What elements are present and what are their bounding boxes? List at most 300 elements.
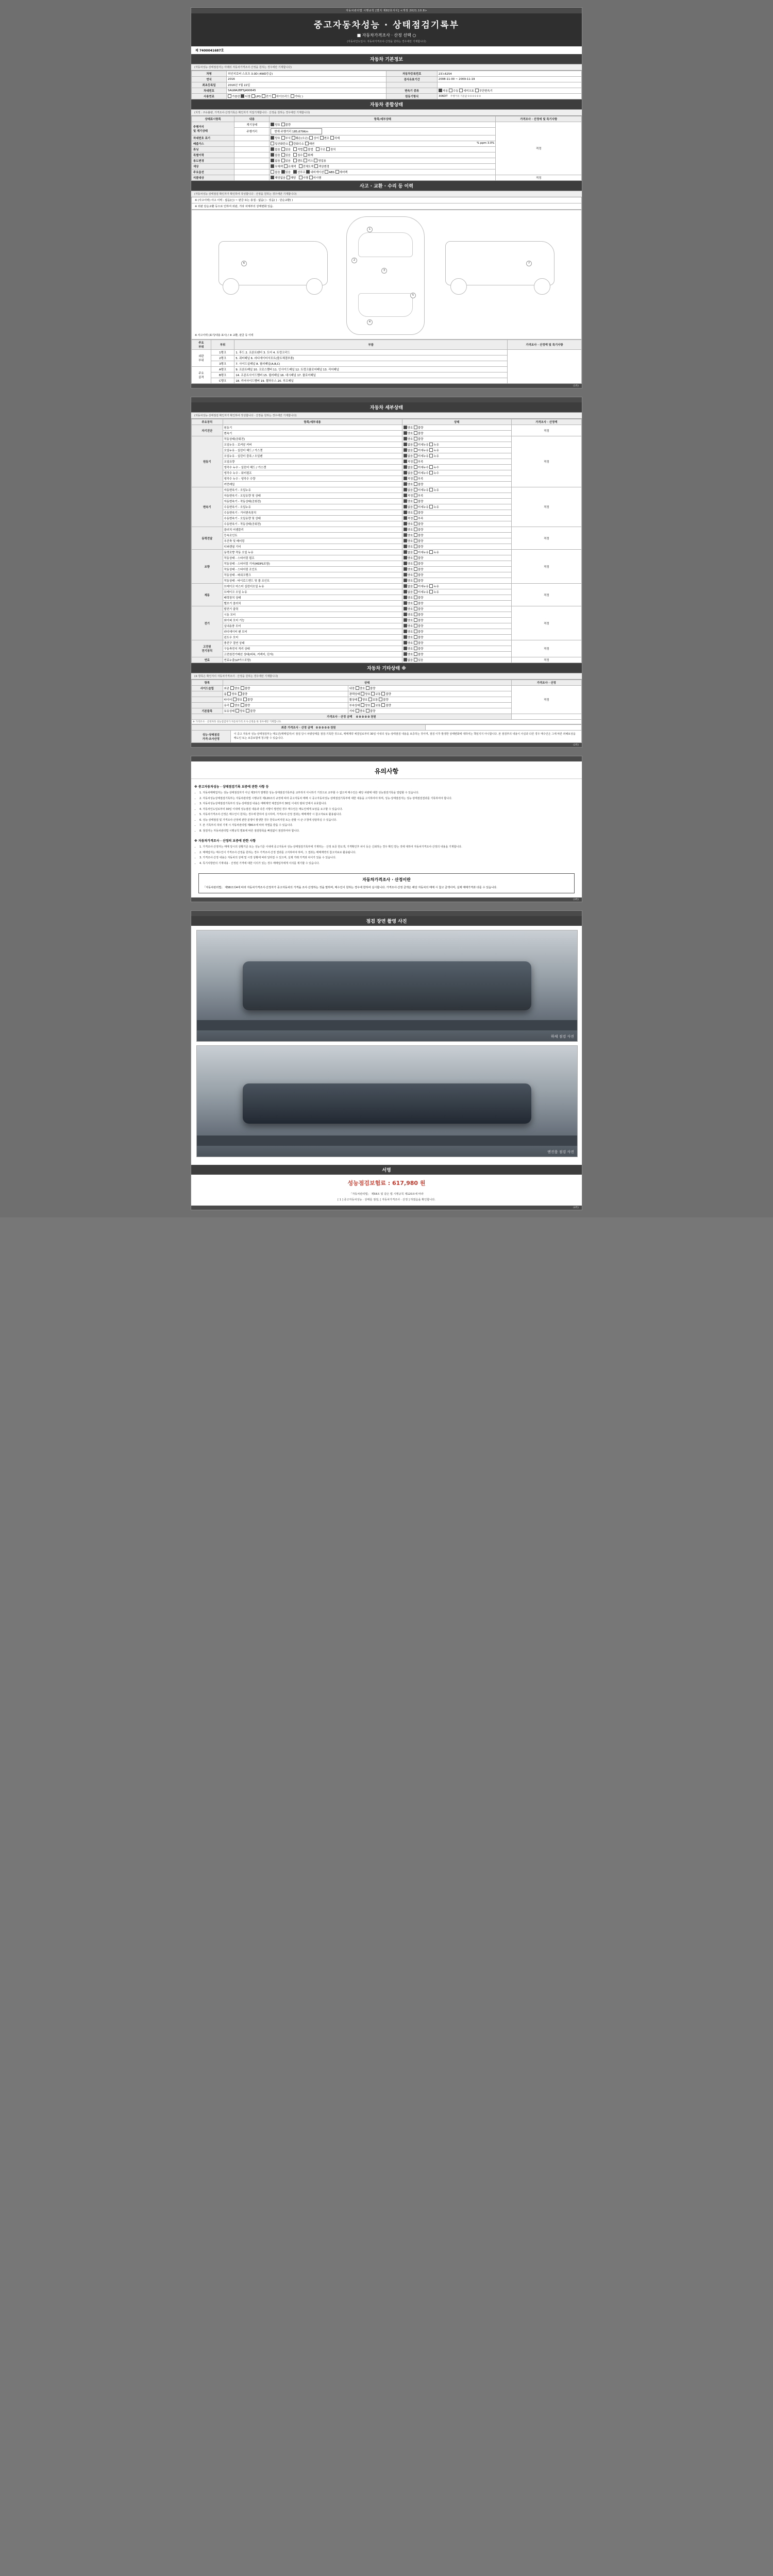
detail-option-label: 미세누유 [417,506,430,509]
overall-note-text: (지적 : 주유불량, 가격조사·산정기록은 확인자가 직접기재합니다 · 산정을 원하는 경우에만 기재합니다) [194,111,310,114]
sign-label-price-text: 가격·조사산정 [202,737,220,741]
detail-checkbox-부족[interactable] [414,460,417,463]
detail-checkbox-미세누유[interactable] [414,584,417,588]
label-car-name: 차명 [192,71,227,77]
detail-checkbox-양호[interactable] [404,511,407,514]
detail-checkbox-불량[interactable] [414,641,417,645]
options-yes-checkbox[interactable] [281,170,285,174]
label-plate-no: 자동차등록번호 [386,71,437,77]
other-options-cell [348,691,511,697]
detail-checkbox-적정[interactable] [404,477,407,480]
other-checkbox-양호[interactable] [236,709,239,713]
emission-hc-checkbox[interactable] [289,142,293,145]
sheet-4-top [191,911,582,916]
notice-body [191,779,582,869]
detail-price-cell: 적정 [511,640,581,657]
price-definition-box [198,873,575,893]
detail-option-label: 미세누유 [417,585,430,588]
other-checkbox-불량[interactable] [379,698,382,701]
other-option-label: 불량 [369,710,376,713]
detail-item-options [402,606,511,612]
other-checkbox-보통[interactable] [368,698,372,701]
detail-option-label: 불량 [417,580,424,583]
other-checkbox-양호[interactable] [230,703,234,707]
parts-rank-5: C랭크 [211,378,234,384]
detail-checkbox-적정[interactable] [404,460,407,463]
detail-checkbox-양호[interactable] [404,607,407,611]
detail-checkbox-미세누유[interactable] [414,454,417,457]
other-item-label: 광택상태 [349,693,361,696]
detail-checkbox-미세누유[interactable] [414,590,417,594]
detail-item-label: 디퍼렌셜 기어 [223,544,402,550]
detail-col-0: 주요장치 [192,419,223,425]
detail-checkbox-없음[interactable] [404,658,407,662]
usage-rent-checkbox[interactable] [293,159,297,162]
detail-checkbox-양호[interactable] [404,647,407,650]
other-total-note: ※ 가격조사 · 산정자라 성능점검자가 자동차가격 조사·산정을 한 경우에만 기재합니다. [192,720,582,724]
sign-note-2: [ 1 ] 중고자동차성능 · 상태를 점검, [ 자동차가격조사 · 산정 ] 하였음을 확인합니다. [338,1198,435,1202]
other-checkbox-불량[interactable] [381,692,385,696]
other-checkbox-불량[interactable] [243,698,247,701]
photo-engine-lift [197,1136,577,1145]
detail-option-label: 없음 [407,551,414,554]
section-detail-note [191,412,582,419]
detail-option-label: 불량 [417,540,424,543]
detail-checkbox-양호[interactable] [404,601,407,605]
diagram-tag-2: 2 [351,258,357,263]
other-option-label: 불량 [385,704,391,707]
photo-underbody-caption: 하체 점검 사진 [550,1035,574,1039]
detail-checkbox-양호[interactable] [404,613,407,616]
other-total-digits: 0 0 0 0 0 천원 [356,716,376,719]
detail-checkbox-누수[interactable] [429,465,433,469]
detail-checkbox-누유[interactable] [429,454,433,457]
detail-price-cell: 적정 [511,425,581,436]
detail-checkbox-적정[interactable] [404,516,407,520]
detail-option-label: 부족 [417,461,424,464]
detail-checkbox-불량[interactable] [414,567,417,571]
recall-yes-checkbox[interactable] [287,176,290,179]
emission-smoke-checkbox[interactable] [305,142,309,145]
detail-checkbox-양호[interactable] [404,426,407,429]
detail-checkbox-불량[interactable] [414,482,417,486]
color-changed-checkbox[interactable] [314,164,318,168]
color-achromatic-checkbox[interactable] [271,164,274,168]
other-price-cell: 적정 [511,686,581,714]
detail-checkbox-양호[interactable] [404,499,407,503]
transmission-cvt-checkbox[interactable] [475,89,479,92]
recall-done-checkbox[interactable] [299,176,303,179]
tuning-illegal-checkbox[interactable] [304,147,307,151]
other-checkbox-양호[interactable] [358,698,362,701]
history-flood-checkbox[interactable] [293,153,297,157]
value-fuel [227,94,386,99]
detail-checkbox-불량[interactable] [414,528,417,531]
fuel-gasoline-checkbox[interactable] [228,94,231,98]
detail-checkbox-불량[interactable] [414,635,417,639]
detail-checkbox-양호[interactable] [404,539,407,543]
fuel-other-checkbox[interactable] [291,94,294,98]
detail-option-label: 양호 [407,574,414,577]
detail-item-options [402,550,511,555]
detail-checkbox-누유[interactable] [429,550,433,554]
option-navigation-checkbox[interactable] [306,170,310,174]
detail-price-cell: 적정 [511,527,581,550]
detail-item-options [402,459,511,465]
detail-checkbox-미세누유[interactable] [414,443,417,446]
other-option-label: 불량 [247,699,253,702]
detail-checkbox-불량[interactable] [414,607,417,611]
detail-option-label: 양호 [407,512,414,515]
other-checkbox-양호[interactable] [230,686,234,690]
detail-checkbox-불량[interactable] [414,437,417,440]
detail-checkbox-양호[interactable] [404,562,407,565]
other-option-label: 불량 [244,687,250,690]
other-checkbox-불량[interactable] [366,709,369,713]
vin-damage-checkbox[interactable] [292,136,295,140]
detail-checkbox-불량[interactable] [414,579,417,582]
detail-checkbox-불량[interactable] [414,556,417,560]
detail-price-cell: 적정 [511,657,581,663]
detail-option-label: 양호 [407,602,414,605]
overall-opts-gauge: 양호 불량 [270,122,496,128]
notice-list-2 [194,845,579,866]
detail-checkbox-없음[interactable] [404,465,407,469]
detail-option-label: 양호 [407,608,414,611]
detail-checkbox-양호[interactable] [404,618,407,622]
detail-checkbox-양호[interactable] [404,573,407,577]
tuning-device-checkbox[interactable] [326,147,330,151]
detail-checkbox-양호[interactable] [404,545,407,548]
detail-checkbox-누유[interactable] [429,584,433,588]
sign-label-perf [192,731,231,743]
detail-option-label: 양호 [407,427,414,430]
value-year: 2016 [227,77,386,82]
detail-checkbox-불량[interactable] [414,499,417,503]
detail-checkbox-불량[interactable] [414,601,417,605]
detail-item-label: 와이퍼 모터 기능 [223,618,402,623]
detail-option-label: 적정 [407,461,414,464]
detail-checkbox-미세누유[interactable] [414,488,417,492]
detail-checkbox-부족[interactable] [414,516,417,520]
other-checkbox-양호[interactable] [233,698,237,701]
detail-checkbox-누유[interactable] [429,505,433,509]
parts-names-3: 9. 프론트패널 10. 크로스멤버 11. 인사이드패널 12. 트렁크플로어패널 13. 리어패널 [234,367,508,372]
detail-option-label: 양호 [407,438,414,441]
history-fire-checkbox[interactable] [304,153,307,157]
detail-checkbox-부족[interactable] [414,477,417,480]
detail-col-1: 항목/세부내용 [223,419,402,425]
usage-commercial-checkbox[interactable] [314,159,317,162]
other-item-label: 내장 [349,687,356,690]
engine-type-text: 306DT [438,95,448,98]
detail-checkbox-없음[interactable] [404,448,407,452]
detail-option-label: 미세누수 [417,466,430,469]
detail-checkbox-양호[interactable] [404,522,407,526]
detail-option-label: 불량 [417,608,424,611]
other-item-label: 타이어 [224,699,233,702]
page-subtitle: ■ 자동차가격조사 · 산정 선택 ○ [357,33,416,38]
other-option-label: 양호 [359,687,366,690]
fuel-electric-checkbox[interactable] [262,94,265,98]
vin-deleted-checkbox[interactable] [330,136,334,140]
detail-checkbox-불량[interactable] [414,522,417,526]
detail-checkbox-불량[interactable] [414,545,417,548]
detail-checkbox-누유[interactable] [429,448,433,452]
detail-checkbox-없음[interactable] [404,471,407,474]
other-checkbox-양호[interactable] [356,686,359,690]
final-price-label [192,725,426,731]
emission-co-checkbox[interactable] [271,142,274,145]
option-sunroof-checkbox[interactable] [293,170,297,174]
detail-checkbox-없음[interactable] [404,590,407,594]
sheet-2-top [191,397,582,402]
other-checkbox-양호[interactable] [361,703,364,707]
document-page [0,0,773,1217]
detail-option-label: 불량 [417,483,424,486]
detail-checkbox-있음[interactable] [414,658,417,662]
detail-item-label: 추진축 및 베어링 [223,538,402,544]
detail-checkbox-양호[interactable] [404,635,407,639]
vin-corrode-checkbox[interactable] [281,136,285,140]
other-checkbox-불량[interactable] [241,703,244,707]
tuning-legal-checkbox[interactable] [293,147,297,151]
transmission-opt-0: 자동 [442,90,448,93]
overall-row-mileage [192,122,582,128]
wheel-front-right [534,278,550,295]
detail-checkbox-불량[interactable] [414,431,417,435]
detail-checkbox-부족[interactable] [414,494,417,497]
detail-item-label: 배력장치 상태 [223,595,402,601]
detail-checkbox-불량[interactable] [414,533,417,537]
overall-price-0: 적정 [536,147,542,150]
detail-checkbox-미세누수[interactable] [414,465,417,469]
options-none-checkbox[interactable] [271,170,274,174]
parts-col-price: 가격조사 · 산정액 및 특기사항 [508,340,582,350]
detail-checkbox-없음[interactable] [404,550,407,554]
photo-underbody[interactable] [196,930,578,1042]
diagram-tag-4: 4 [367,319,373,325]
fuel-hybrid-checkbox[interactable] [272,94,276,98]
gauge-good-checkbox[interactable] [271,123,274,126]
other-options-cell [223,708,348,714]
detail-checkbox-양호[interactable] [404,556,407,560]
color-chromatic-checkbox[interactable] [284,164,288,168]
detail-checkbox-없음[interactable] [404,505,407,509]
transmission-semi-checkbox[interactable] [459,89,463,92]
detail-checkbox-없음[interactable] [404,454,407,457]
detail-checkbox-없음[interactable] [404,488,407,492]
other-checkbox-양호[interactable] [361,692,364,696]
detail-checkbox-불량[interactable] [414,562,417,565]
detail-checkbox-불량[interactable] [414,647,417,650]
detail-checkbox-누유[interactable] [429,443,433,446]
detail-option-label: 불량 [417,648,424,651]
detail-item-options [402,521,511,527]
detail-group-label: 자기진단 [192,425,223,436]
photo-engine-bay[interactable] [196,1045,578,1157]
other-checkbox-양호[interactable] [227,692,231,696]
detail-checkbox-불량[interactable] [414,539,417,543]
detail-checkbox-누유[interactable] [429,488,433,492]
detail-checkbox-양호[interactable] [404,528,407,531]
detail-price-cell: 적정 [511,436,581,487]
detail-checkbox-불량[interactable] [414,511,417,514]
detail-checkbox-없음[interactable] [404,584,407,588]
detail-checkbox-없음[interactable] [404,443,407,446]
detail-checkbox-미세누유[interactable] [414,448,417,452]
detail-option-label: 양호 [407,540,414,543]
other-checkbox-보통[interactable] [371,703,375,707]
detail-checkbox-적정[interactable] [404,494,407,497]
other-option-label: 양호 [240,710,246,713]
other-checkbox-불량[interactable] [238,692,242,696]
vin-different-checkbox[interactable] [309,136,313,140]
usage-yes-checkbox[interactable] [281,159,285,162]
sheet-3-top [191,756,582,761]
page-subnote: (자동차인도일시: 자동차가격조사·산정을 원하는 경우에만 기재합니다) [347,40,426,43]
other-group-label: 사이드슬립 [192,686,223,691]
detail-checkbox-양호[interactable] [404,533,407,537]
mileage-base-digits: 0 0 0 0 0 0 [468,95,481,98]
usage-lease-checkbox[interactable] [304,159,307,162]
other-note-text: (※ 항목은 확인자의 자동차가격조사 · 산정을 원하는 경우에만 기재합니다) [194,675,278,678]
detail-row [192,606,582,612]
detail-checkbox-양호[interactable] [404,482,407,486]
detail-item-options [402,425,511,431]
history-none-checkbox[interactable] [271,153,274,157]
detail-checkbox-양호[interactable] [404,437,407,440]
overall-price-col [496,122,582,175]
notice-title: 유의사항 [191,761,582,779]
tuning-none-checkbox[interactable] [271,147,274,151]
detail-checkbox-누유[interactable] [429,590,433,594]
other-option-label: 양호 [365,704,372,707]
detail-row [192,527,582,533]
detail-option-label: 누유 [433,489,439,492]
fuel-diesel-checkbox[interactable] [241,94,244,98]
detail-checkbox-불량[interactable] [414,624,417,628]
final-disclaimer-body: 이 중고 자동차 성능·상태점검부는 매도인(매매업자)이 점검 당시 차량상태를 점검·기록한 것으로, 매매계약 체결일로부터 30일 이내의 성능·상태점검 내용을 보증하는 것이며, 점검 이후 발생한 상태변화에 대하여는 책임지지 아니합니다. 본 점검부의 내용이 사실과 다른 경우 매수인은 그에 따른 피해보상을 매도인 또는 보증보험에 청구할 수 있습니다. [230,731,581,743]
usage-none-checkbox[interactable] [271,159,274,162]
detail-item-options [402,584,511,589]
detail-checkbox-양호[interactable] [404,596,407,599]
overall-item-color [234,164,270,170]
detail-checkbox-미세누유[interactable] [414,550,417,554]
detail-option-label: 누유 [433,591,439,594]
fee-label: 성능점검보험료 : [347,1180,391,1187]
overall-label-options: 주요옵션 [192,170,234,175]
transmission-manual-checkbox[interactable] [449,89,452,92]
fuel-opt-0: 가솔린 [232,95,240,98]
detail-checkbox-양호[interactable] [404,624,407,628]
detail-checkbox-양호[interactable] [404,630,407,633]
detail-checkbox-양호[interactable] [404,641,407,645]
detail-checkbox-불량[interactable] [414,613,417,616]
detail-group-label: 조향 [192,550,223,584]
detail-option-label: 부족 [417,478,424,481]
section-accident-bar: 사고 · 교환 · 수리 등 이력 [191,181,582,191]
vin-altered-checkbox[interactable] [320,136,324,140]
detail-row [192,436,582,442]
detail-option-label: 없음 [407,506,414,509]
detail-group-label: 변속기 [192,487,223,527]
fuel-lpg-checkbox[interactable] [251,94,255,98]
detail-item-options [402,595,511,601]
detail-checkbox-양호[interactable] [404,652,407,656]
tuning-structure-checkbox[interactable] [316,147,320,151]
detail-option-label: 없음 [407,466,414,469]
other-checkbox-불량[interactable] [241,686,244,690]
fuel-opt-3: 전기 [265,95,272,98]
detail-checkbox-미세누수[interactable] [414,471,417,474]
detail-checkbox-미세누유[interactable] [414,505,417,509]
detail-checkbox-불량[interactable] [414,652,417,656]
option-abs-checkbox[interactable] [325,170,328,174]
other-checkbox-양호[interactable] [356,709,359,713]
parts-names-1: 5. 쿼터패널 6. 라디에이터서포트(볼트체결부품) [234,355,508,361]
other-options-cell [223,703,348,708]
recall-undone-checkbox[interactable] [309,176,313,179]
detail-price-cell: 적정 [511,487,581,527]
recall-na-checkbox[interactable] [271,176,274,179]
detail-option-label: 양호 [407,529,414,532]
detail-option-label: 불량 [417,602,424,605]
diagram-legend: ※ 사고이력 (표기/내용 표시) / ※ 교환, 판금 등 이력 [195,334,254,337]
detail-checkbox-양호[interactable] [404,579,407,582]
label-year: 연식 [192,77,227,82]
transmission-auto-checkbox[interactable] [439,89,442,92]
detail-checkbox-양호[interactable] [404,567,407,571]
detail-item-options [402,442,511,448]
other-option-label: 양호 [359,710,366,713]
transmission-opt-2: 세미오토 [463,90,475,93]
detail-item-label: 원동기 [223,425,402,431]
history-yes-checkbox[interactable] [281,153,285,157]
detail-checkbox-불량[interactable] [414,618,417,622]
overall-row-recall [192,175,582,181]
fee-value: 617,980 원 [392,1180,426,1187]
other-checkbox-보통[interactable] [371,692,375,696]
other-table-body [192,686,582,714]
option-airbag-checkbox[interactable] [335,170,339,174]
color-full-repaint-checkbox[interactable] [299,164,303,168]
detail-checkbox-불량[interactable] [414,573,417,577]
gauge-bad-checkbox[interactable] [281,123,285,126]
detail-checkbox-불량[interactable] [414,596,417,599]
detail-item-options [402,482,511,487]
other-option-label: 보통 [375,704,382,707]
detail-option-label: 누유 [433,444,439,447]
detail-price-cell: 적정 [511,606,581,640]
detail-option-label: 양호 [407,523,414,526]
tuning-yes-checkbox[interactable] [281,147,285,151]
notice-item: • 3. 자동차성능상태점검기록부의 성능·상태점검 내용은 매매계약 체결일부터 30일 이내의 범위 안에서 유효합니다. [199,802,579,806]
value-engine-type [437,94,581,99]
detail-checkbox-불량[interactable] [414,630,417,633]
sheet-4-footer: (4쪽) [191,1206,582,1210]
wheel-front-left [223,278,239,295]
other-checkbox-불량[interactable] [246,709,249,713]
detail-checkbox-불량[interactable] [414,426,417,429]
other-checkbox-불량[interactable] [366,686,369,690]
detail-item-options [402,555,511,561]
detail-option-label: 미세누유 [417,449,430,452]
vin-good-checkbox[interactable] [271,136,274,140]
other-checkbox-불량[interactable] [381,703,385,707]
detail-checkbox-양호[interactable] [404,431,407,435]
detail-checkbox-누수[interactable] [429,471,433,474]
